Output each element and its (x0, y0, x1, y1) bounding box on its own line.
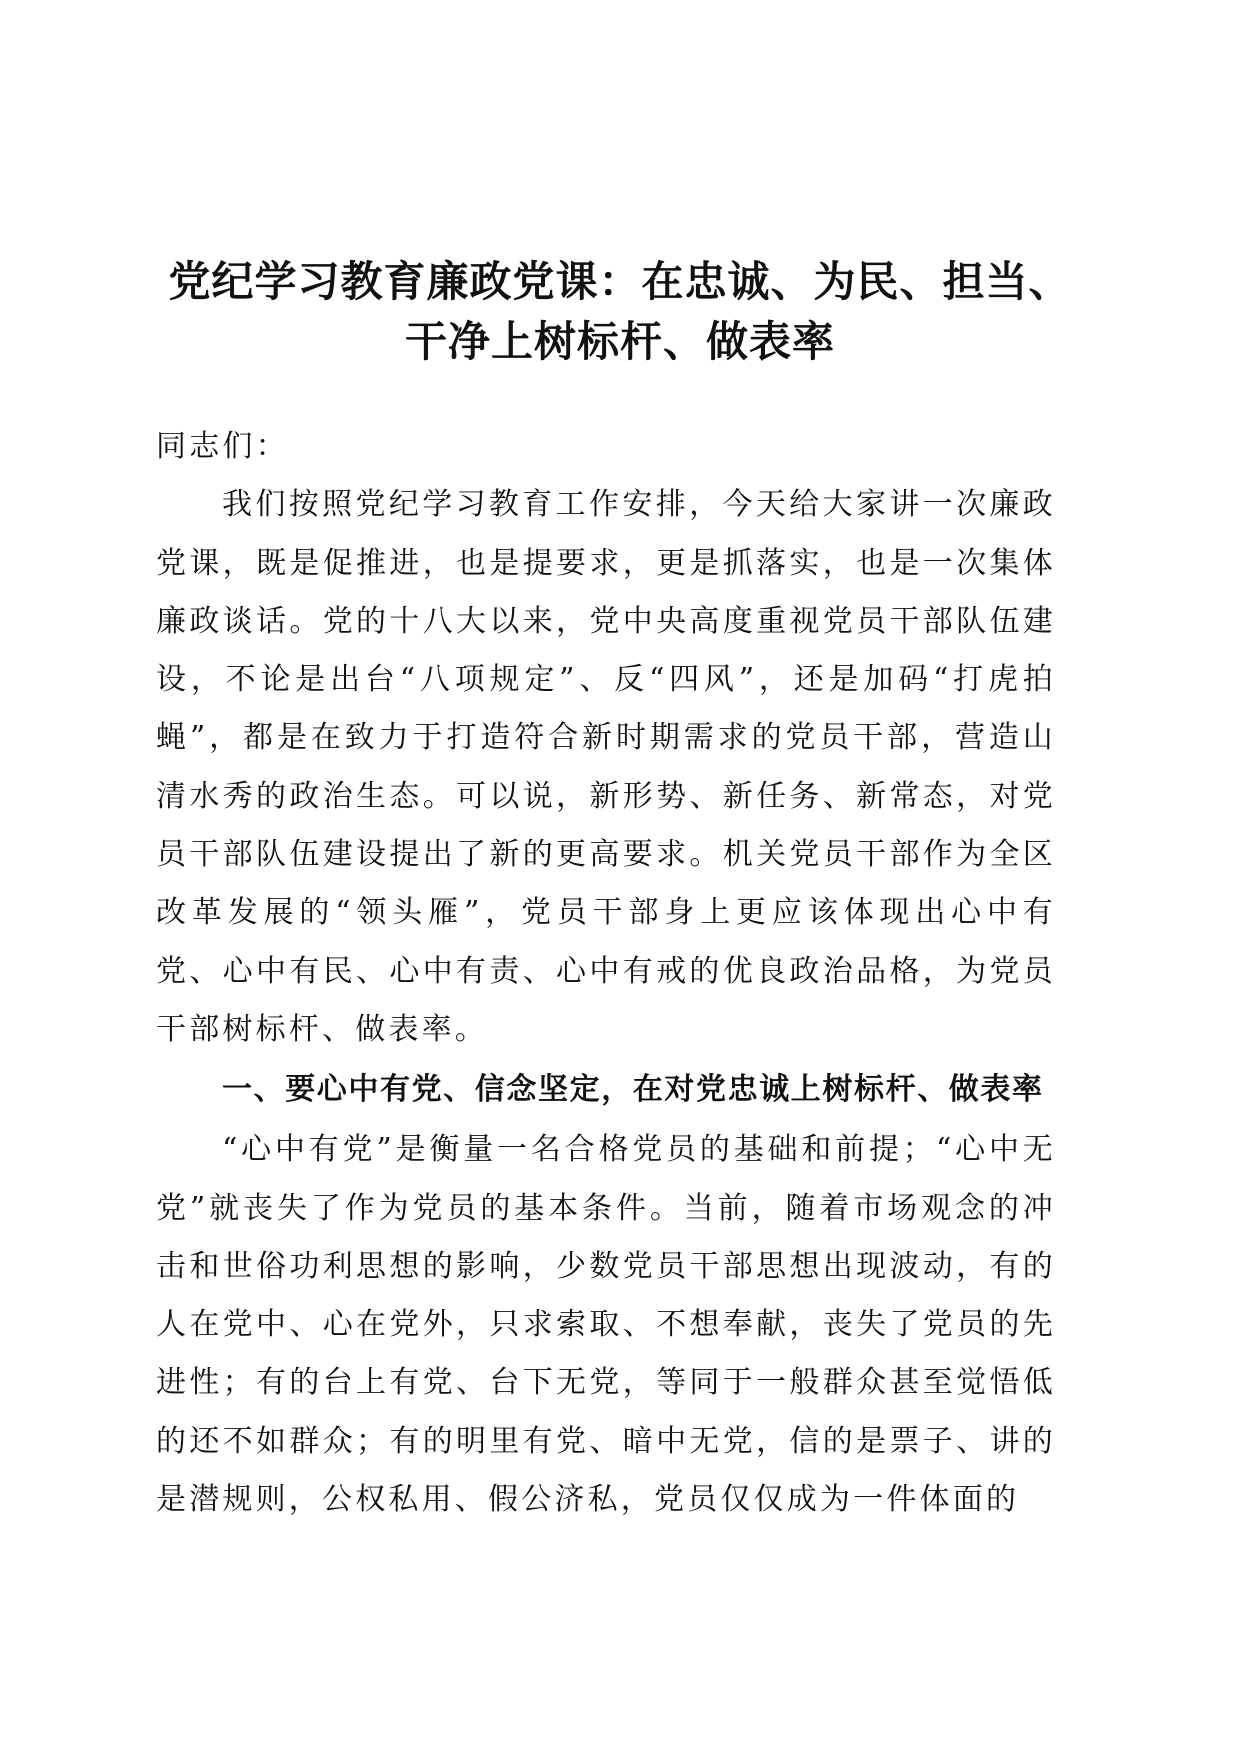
intro-paragraph: 我们按照党纪学习教育工作安排，今天给大家讲一次廉政党课，既是促推进，也是提要求，更是抓落实，也是一次集体廉政谈话。党的十八大以来，党中央高度重视党员干部队伍建设，不论是出台“八项规定”、反“四风”，还是加码“打虎拍蝇”，都是在致力于打造符合新时期需求的党员干部，营造山清水秀的政治生态。可以说，新形势、新任务、新常态，对党员干部队伍建设提出了新的更高要求。机关党员干部作为全区改革发展的“领头雁”，党员干部身上更应该体现出心中有党、心中有民、心中有责、心中有戒的优良政治品格，为党员干部树标杆、做表率。 (156, 487, 1056, 1047)
title-line-2: 干净上树标杆、做表率 (404, 317, 835, 366)
title-line-1: 党纪学习教育廉政党课：在忠诚、为民、担当、 (168, 257, 1072, 306)
section-heading-1: 一、要心中有党、信念坚定，在对党忠诚上树标杆、做表率 (222, 1072, 1044, 1108)
document-body (156, 418, 1056, 1529)
document-title (150, 252, 1090, 372)
section-paragraph-1: “心中有党”是衡量一名合格党员的基础和前提；“心中无党”就丧失了作为党员的基本条件。当前，随着市场观念的冲击和世俗功利思想的影响，少数党员干部思想出现波动，有的人在党中、心在党外，只求索取、不想奉献，丧失了党员的先进性；有的台上有党、台下无党，等同于一般群众甚至觉悟低的还不如群众；有的明里有党、暗中无党，信的是票子、讲的是潜规则，公权私用、假公济私，党员仅仅成为一件体面的 (156, 1132, 1056, 1518)
salutation: 同志们： (156, 429, 289, 464)
